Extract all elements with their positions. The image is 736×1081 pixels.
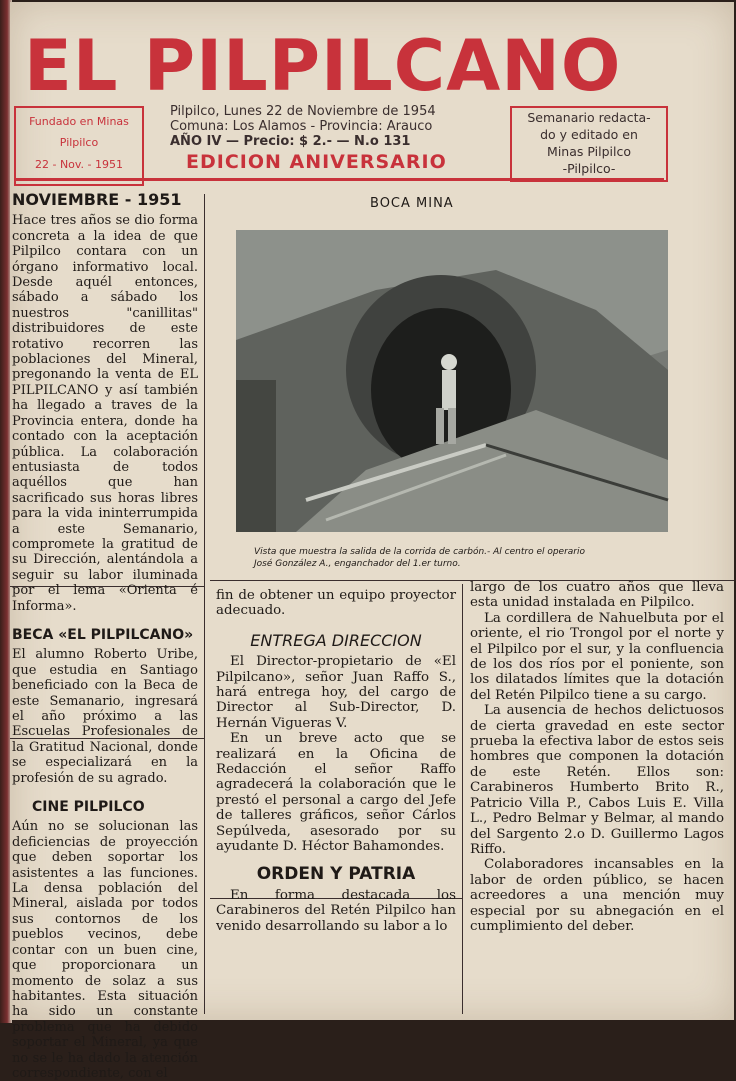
orden-body: En forma destacada los Carabineros del Retén Pilpilco han venido desarrollando su labor a lo	[216, 887, 456, 934]
column-three	[470, 580, 724, 934]
photo-title: BOCA MINA	[370, 196, 454, 211]
entrega-heading: ENTREGA DIRECCION	[250, 630, 422, 650]
noviembre-body: Hace tres años se dio forma concreta a la idea de que Pilpilco contara con un órgano informativo local. Desde aquél entonces, sábado a sábado los nuestros "canillitas" distribuidores de este rotativo recorren las poblaciones del Mineral, pregonando la venta de EL PILPILCANO y así también ha llegado a traves de la Provincia entera, donde ha contado con la aceptación pública. La colaboración entusiasta de todos aquéllos que han sacrificado sus horas libres para la vida ininterrumpida a este Semanario, compromete la gratitud de su Dirección, alentándola a seguir su labor iluminada por el lema «Orienta é Informa».	[12, 213, 198, 614]
proyector-cont: fin de obtener un equipo proyector adecuado.	[216, 588, 456, 619]
retén-body-a: largo de los cuatro años que lleva esta unidad instalada en Pilpilco.	[470, 580, 724, 611]
masthead-rule	[14, 178, 664, 181]
column-two	[216, 588, 456, 934]
retén-body-d: Colaboradores incansables en la labor de orden público, se hacen acreedores a una mención muy especial por su abnegación en el cumplimiento del deber.	[470, 857, 724, 934]
founding-line2: Pilpilco	[59, 136, 99, 149]
dateline-line3: AÑO IV — Precio: $ 2.- — N.o 131	[170, 134, 411, 149]
column-one	[12, 192, 198, 1081]
weekly-line3: Minas Pilpilco	[547, 144, 631, 159]
caption-line2: José González A., enganchador del 1.er turno.	[254, 559, 461, 569]
weekly-line1: Semanario redacta-	[527, 110, 651, 125]
beca-heading: BECA «EL PILPILCANO»	[12, 626, 194, 643]
entrega-body: El Director-propietario de «El Pilpilcano», señor Juan Raffo S., hará entrega hoy, del cargo de Director al Sub-Director, D. Hernán Vigueras V.	[216, 654, 456, 731]
retén-body-b: La cordillera de Nahuelbuta por el oriente, el rio Trongol por el norte y el Pilpilco por el sur, y la confluencia de los dos ríos por el poniente, son los dilatados límites que la dotación del Retén Pilpilco tiene a su cargo.	[470, 610, 724, 703]
cine-heading: CINE PILPILCO	[32, 799, 145, 816]
photo-caption	[254, 546, 674, 570]
edition-title: EDICION ANIVERSARIO	[186, 151, 447, 173]
retén-body-c: La ausencia de hechos delictuosos de cierta gravedad en este sector prueba la efectiva labor de estos seis hombres que componen la dotación de este Retén. Ellos son: Carabineros Humberto Brito R., Patricio Villa P., Cabos Luis E. Villa L., Pedro Belmar y Belmar, al mando del Sargento 2.o D. Guillermo Lagos Riffo.	[470, 703, 724, 857]
column-rule-1	[204, 194, 205, 1014]
noviembre-heading: NOVIEMBRE - 1951	[12, 190, 182, 209]
orden-heading: ORDEN Y PATRIA	[256, 863, 416, 884]
cine-body: Aún no se solucionan las deficiencias de proyección que deben soportar los asistentes a las funciones. La densa población del Mineral, aislada por todos sus contornos de los pueblos vecinos, debe contar con un buen cine, que proporcionara un momento de solaz a sus habitantes. Esta situación ha sido un constante problema que ha debido soportar el Mineral, ya que no se le ha dado la atención correspondiente, con el	[12, 819, 198, 1081]
column-rule-2	[462, 584, 463, 1014]
boca-mina-photo	[236, 230, 668, 532]
beca-body: El alumno Roberto Uribe, que estudia en Santiago beneficiado con la Beca de este Semanario, ingresará el año próximo a las Escuelas Profesionales de la Gratitud Nacional, donde se especializará en la profesión de su agrado.	[12, 647, 198, 786]
masthead-title: EL PILPILCANO	[24, 25, 622, 107]
founding-line3: 22 - Nov. - 1951	[34, 158, 124, 171]
caption-line1: Vista que muestra la salida de la corrida de carbón.- Al centro el operario	[254, 547, 586, 557]
dateline	[170, 104, 500, 149]
weekly-line2: do y editado en	[540, 127, 638, 142]
dateline-line1: Pilpilco, Lunes 22 de Noviembre de 1954	[170, 104, 436, 119]
founding-line1: Fundado en Minas	[29, 115, 129, 128]
entrega-body-b: En un breve acto que se realizará en la Oficina de Redacción el señor Raffo agradecerá la colaboración que le prestó el personal a cargo del Jefe de talleres gráficos, señor Cárlos Sepúlveda, asesorado por su ayudante D. Héctor Bahamondes.	[216, 731, 456, 855]
weekly-box	[510, 106, 668, 182]
mine-entrance-image	[236, 230, 668, 532]
founding-box	[14, 106, 144, 186]
newspaper-page	[10, 2, 734, 1081]
dateline-line2: Comuna: Los Alamos - Provincia: Arauco	[170, 119, 433, 134]
weekly-line4: -Pilpilco-	[562, 161, 616, 176]
